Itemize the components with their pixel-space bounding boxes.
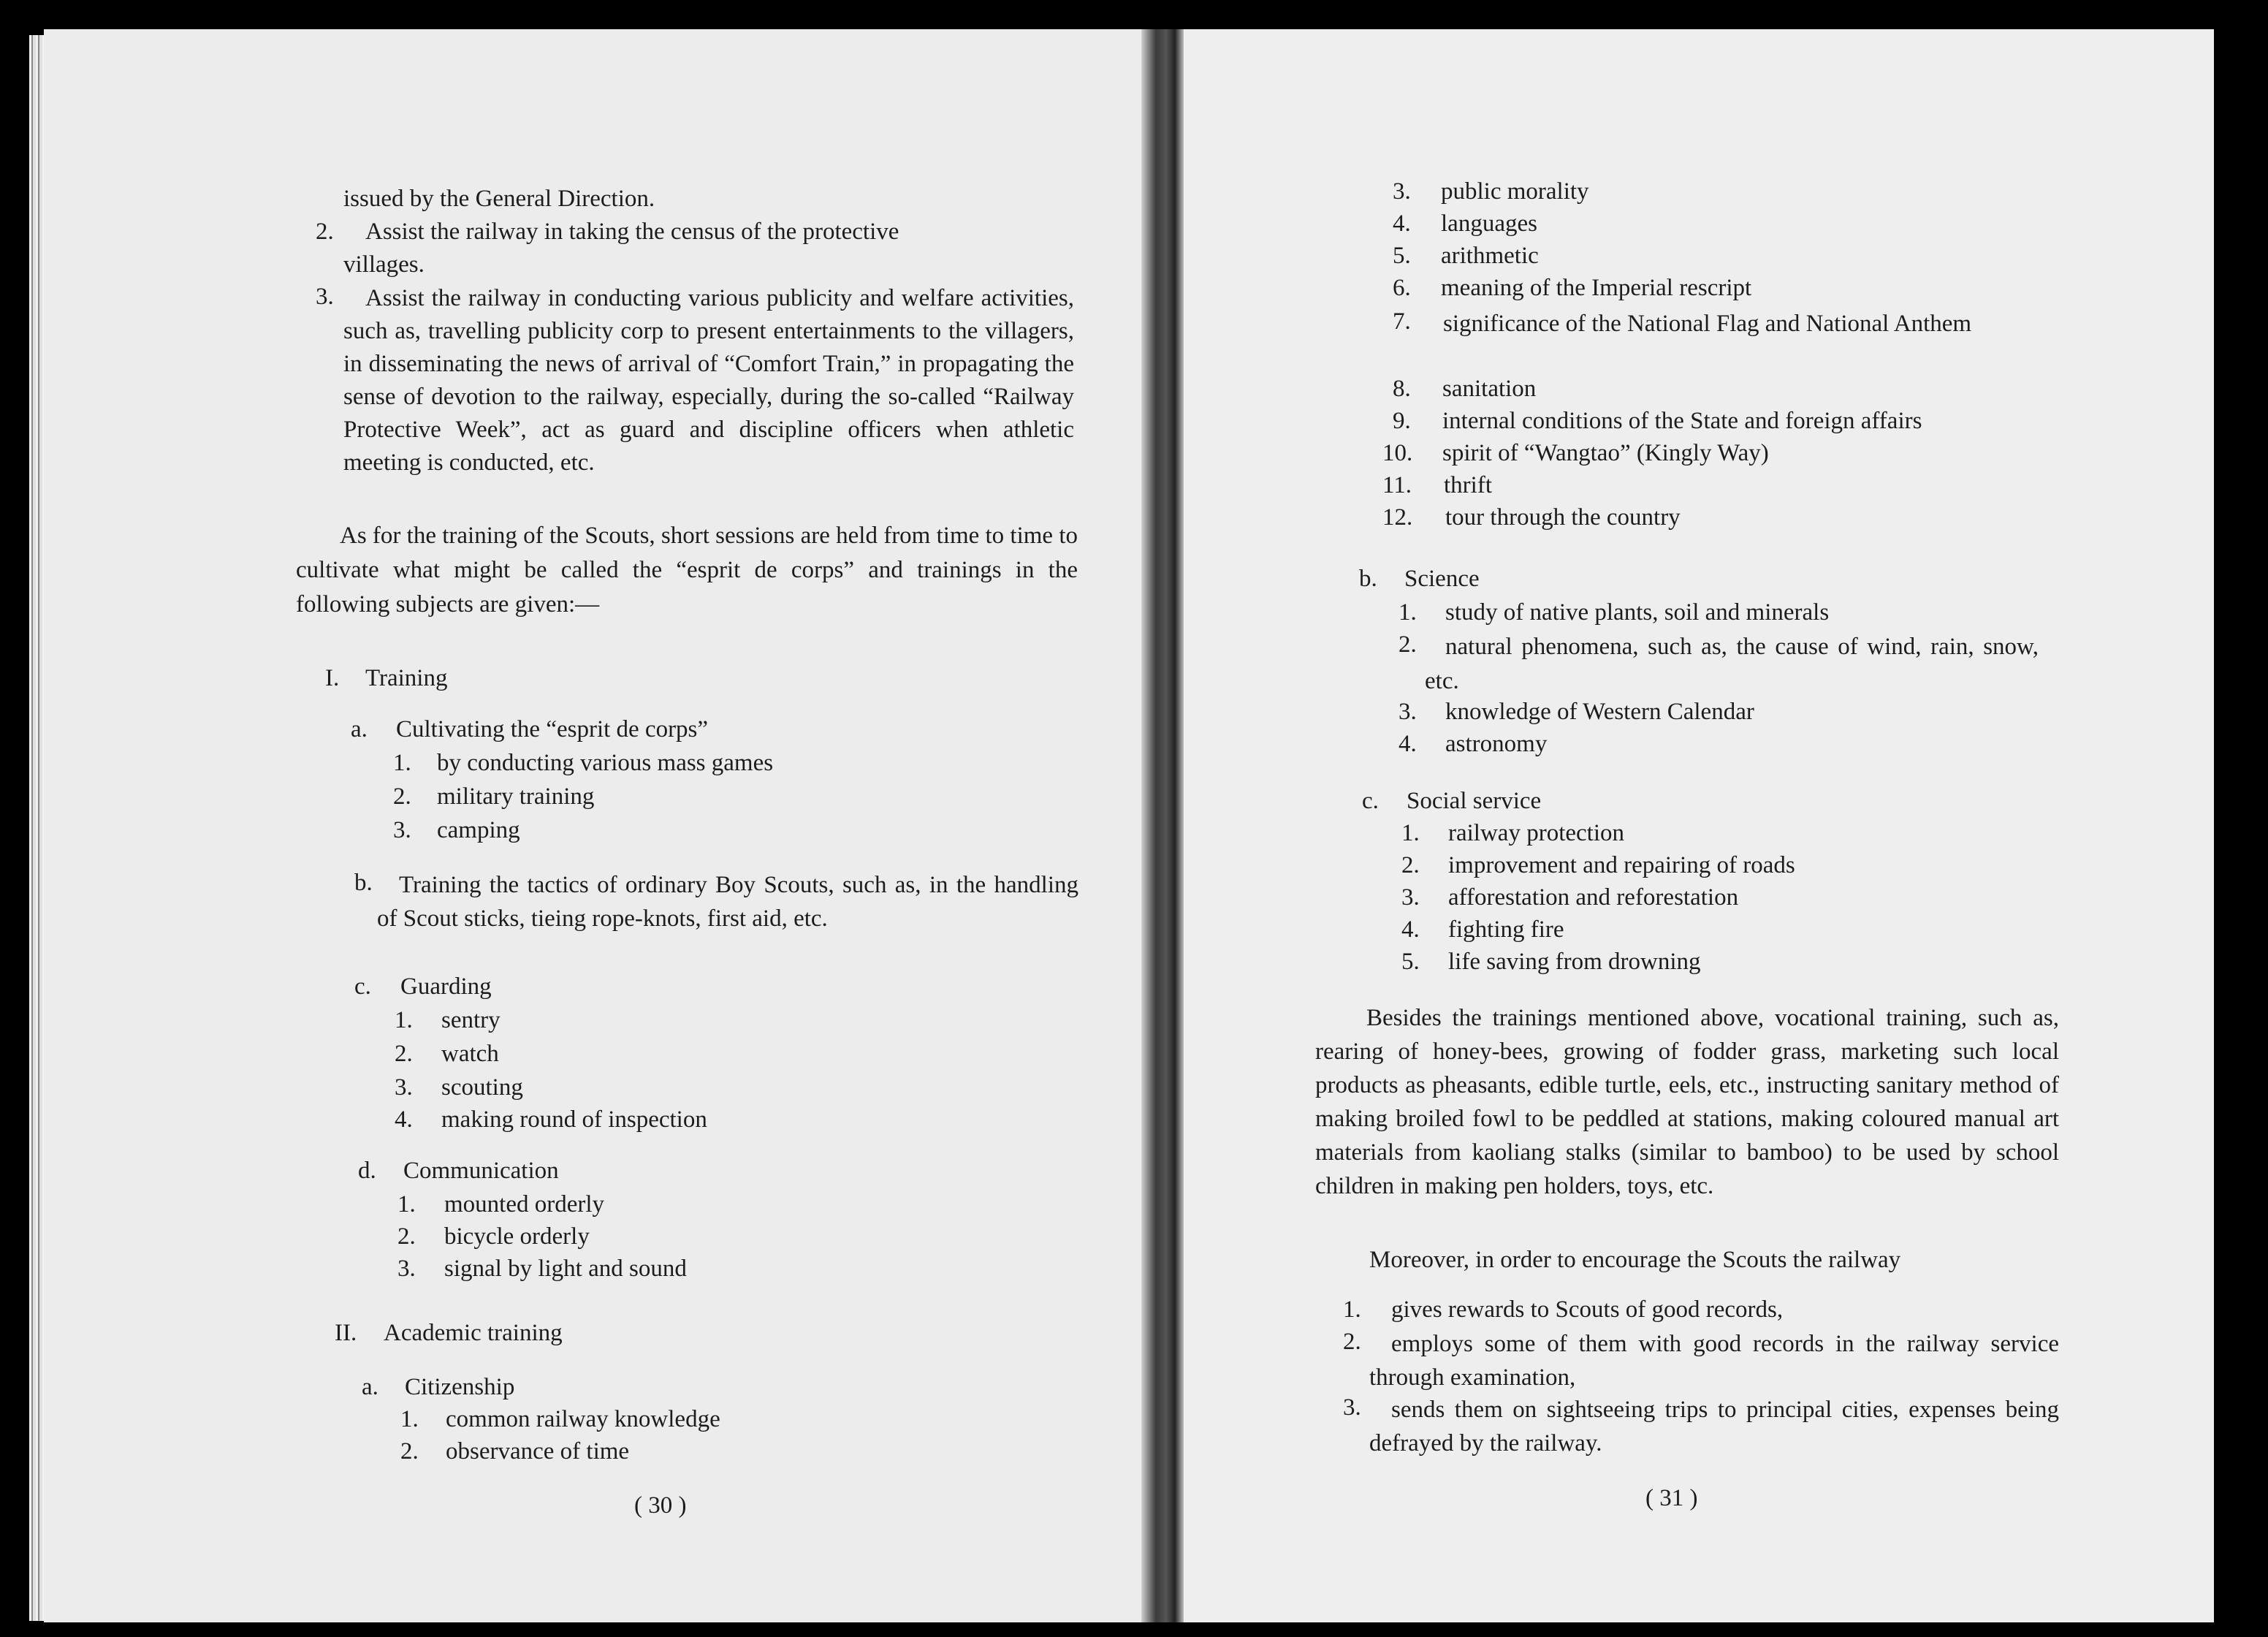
list-item: railway protection: [1448, 820, 1624, 846]
list-item: employs some of them with good records in the railway service through examination,: [1369, 1331, 2059, 1391]
list-item: military training: [437, 783, 595, 810]
list-item: bicycle orderly: [444, 1223, 590, 1250]
list-number: 1.: [1399, 599, 1417, 626]
page-number: ( 30 ): [634, 1492, 687, 1519]
list-number: 1.: [1401, 820, 1420, 846]
section-title: Academic training: [384, 1320, 563, 1346]
list-number: 2.: [400, 1438, 419, 1465]
body-paragraph: As for the training of the Scouts, short sessions are held from time to time to cultivate what might be called the “esprit de corps” and trainings in the following subjects are given:—: [296, 523, 1078, 618]
list-item: natural phenomena, such as, the cause of wind, rain, snow, etc.: [1425, 634, 2039, 694]
list-item: life saving from drowning: [1448, 949, 1701, 975]
section-numeral: II.: [335, 1320, 357, 1346]
list-item: tour through the country: [1445, 504, 1681, 531]
list-number: 4.: [1393, 210, 1411, 237]
subsection-title: Social service: [1407, 788, 1542, 814]
list-number: 3.: [397, 1256, 416, 1282]
list-number: 7.: [1393, 308, 1411, 335]
list-number: 2.: [1343, 1329, 1361, 1355]
list-number: 6.: [1393, 275, 1411, 301]
subsection-letter: a.: [351, 716, 368, 742]
list-item: scouting: [441, 1074, 523, 1101]
list-item: public morality: [1441, 178, 1589, 205]
subsection-letter: d.: [358, 1158, 376, 1184]
item-text: Assist the railway in conducting various publicity and welfare activities, such as, travelling publicity corp to present entertainments to the villagers, in disseminating the news of arrival of “Comfort Train,” in propagating the sense of devotion to the railway, especially, during the so-called “Railway Protective Week”, act as guard and discipline officers when athletic meeting is conducted, etc.: [343, 285, 1074, 476]
list-number: 8.: [1393, 376, 1411, 402]
body-paragraph: Besides the trainings mentioned above, vocational training, such as, rearing of honey-bees, growing of fodder grass, marketing such local products as pheasants, edible turtle, eels, etc., instructing sanitary method of making broiled fowl to be peddled at stations, making coloured manual art materials from kaoliang stalks (similar to bamboo) to be used by school children in making pen holders, toys, etc.: [1315, 1005, 2059, 1199]
list-item: common railway knowledge: [446, 1406, 720, 1432]
list-item: arithmetic: [1441, 243, 1539, 269]
list-number: 2.: [1399, 631, 1417, 658]
list-number: 12.: [1382, 504, 1413, 531]
subsection-letter: b.: [354, 870, 373, 896]
list-item: fighting fire: [1448, 916, 1564, 943]
subsection-letter: c.: [1362, 788, 1379, 814]
left-page: [44, 29, 1169, 1622]
list-number: 2.: [393, 783, 411, 810]
list-number: 11.: [1382, 472, 1412, 498]
list-number: 1.: [397, 1191, 416, 1218]
list-number: 5.: [1393, 243, 1411, 269]
list-item: significance of the National Flag and National Anthem: [1443, 311, 1972, 337]
subsection-title: Communication: [403, 1158, 559, 1184]
list-item: sentry: [441, 1007, 501, 1033]
list-item: watch: [441, 1041, 499, 1067]
subsection-title: Science: [1404, 566, 1480, 592]
subsection-letter: c.: [354, 973, 371, 1000]
list-number: 3.: [393, 817, 411, 843]
list-item: afforestation and reforestation: [1448, 884, 1739, 911]
item-text-continued: villages.: [343, 251, 425, 278]
subsection-title: Citizenship: [405, 1374, 515, 1400]
list-number: 3.: [1401, 884, 1420, 911]
list-item: languages: [1441, 210, 1537, 237]
item-number: 2.: [316, 219, 334, 245]
list-item: internal conditions of the State and foreign affairs: [1442, 408, 1922, 434]
list-item: knowledge of Western Calendar: [1445, 699, 1754, 725]
list-item: by conducting various mass games: [437, 750, 774, 776]
subsection-title: Cultivating the “esprit de corps”: [396, 716, 709, 742]
list-item: sanitation: [1442, 376, 1537, 402]
list-item: astronomy: [1445, 731, 1548, 757]
subsection-text: Training the tactics of ordinary Boy Scouts, such as, in the handling of Scout sticks, tieing rope-knots, first aid, etc.: [377, 872, 1078, 932]
list-item: spirit of “Wangtao” (Kingly Way): [1442, 440, 1769, 466]
list-item: study of native plants, soil and minerals: [1445, 599, 1830, 626]
section-numeral: I.: [325, 665, 340, 691]
subsection-title: Guarding: [400, 973, 492, 1000]
book-spine-gutter: [1141, 29, 1184, 1622]
list-item: camping: [437, 817, 520, 843]
list-number: 4.: [1401, 916, 1420, 943]
list-number: 3.: [1399, 699, 1417, 725]
list-item: sends them on sightseeing trips to principal cities, expenses being defrayed by the railway.: [1369, 1397, 2059, 1456]
subsection-letter: b.: [1359, 566, 1377, 592]
list-item: making round of inspection: [441, 1106, 707, 1133]
list-number: 9.: [1393, 408, 1411, 434]
list-number: 10.: [1382, 440, 1413, 466]
list-number: 3.: [1343, 1394, 1361, 1421]
list-item: signal by light and sound: [444, 1256, 687, 1282]
body-paragraph: Moreover, in order to encourage the Scouts the railway: [1369, 1247, 1901, 1273]
list-number: 4.: [395, 1106, 413, 1133]
right-page: [1184, 29, 2214, 1622]
list-item: observance of time: [446, 1438, 630, 1465]
subsection-letter: a.: [362, 1374, 378, 1400]
list-number: 2.: [395, 1041, 413, 1067]
list-number: 3.: [395, 1074, 413, 1101]
list-item: mounted orderly: [444, 1191, 605, 1218]
list-number: 2.: [1401, 852, 1420, 878]
list-number: 1.: [395, 1007, 413, 1033]
list-number: 2.: [397, 1223, 416, 1250]
list-number: 4.: [1399, 731, 1417, 757]
list-number: 1.: [1343, 1296, 1361, 1323]
list-number: 5.: [1401, 949, 1420, 975]
page-number: ( 31 ): [1645, 1485, 1698, 1511]
list-number: 3.: [1393, 178, 1411, 205]
list-item: thrift: [1444, 472, 1492, 498]
item-number: 3.: [316, 284, 334, 310]
list-number: 1.: [393, 750, 411, 776]
list-item: meaning of the Imperial rescript: [1441, 275, 1752, 301]
list-item: gives rewards to Scouts of good records,: [1391, 1296, 1784, 1323]
list-item: improvement and repairing of roads: [1448, 852, 1795, 878]
section-title: Training: [365, 665, 448, 691]
continued-line: issued by the General Direction.: [343, 186, 655, 212]
list-number: 1.: [400, 1406, 419, 1432]
item-text: Assist the railway in taking the census of the protective: [365, 219, 899, 245]
